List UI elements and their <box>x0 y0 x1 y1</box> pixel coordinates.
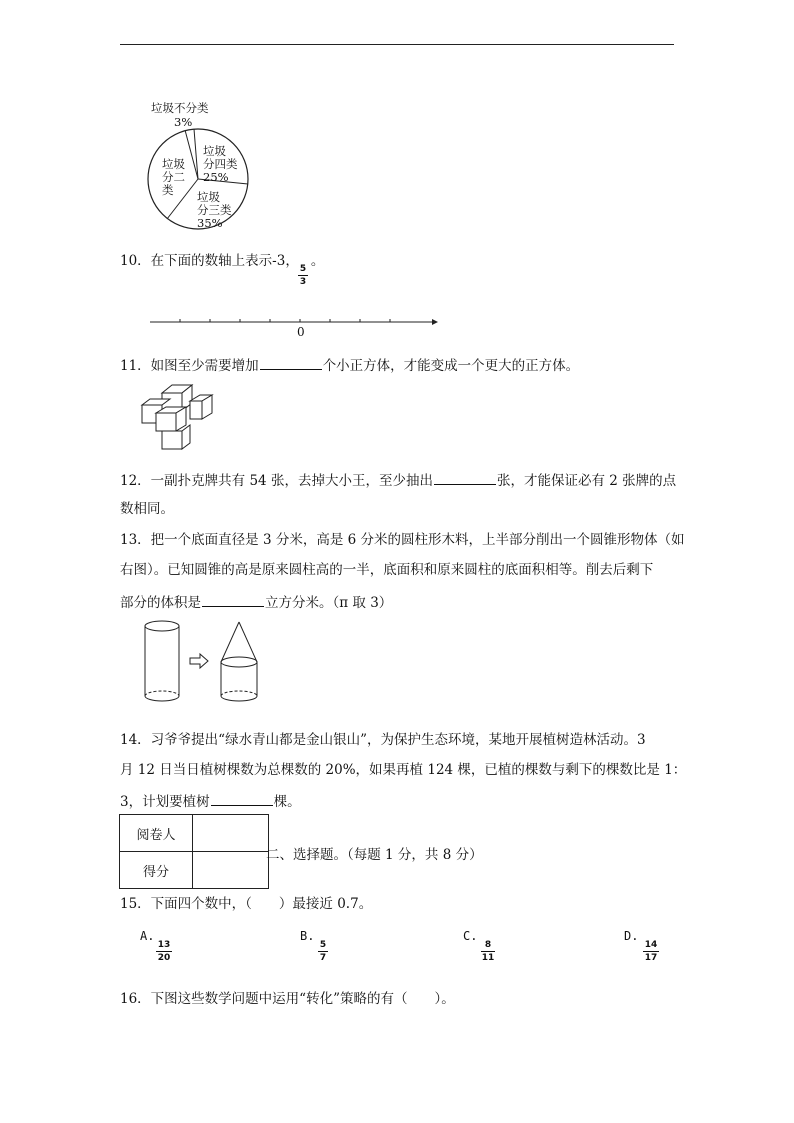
pie-top-value: 3% <box>174 115 193 129</box>
question-14-line2: 月 12 日当日植树棵数为总棵数的 20%，如果再植 124 棵，已植的棵数与剩下的棵数比是 1： <box>120 762 687 778</box>
question-16: 16．下图这些数学问题中运用“转化”策略的有（ ）。 <box>120 991 455 1007</box>
pie-right-bottom-label: 垃圾 分三类 35% <box>197 190 232 230</box>
answer-blank[interactable] <box>434 470 496 485</box>
option-c-fraction: 8 11 <box>481 940 495 963</box>
option-d-fraction: 14 17 <box>644 940 658 963</box>
question-14-line3: 3，计划要植树 棵。 <box>120 791 301 811</box>
answer-blank[interactable] <box>260 355 322 370</box>
option-a-fraction: 13 20 <box>157 940 171 963</box>
question-13: 13．把一个底面直径是 3 分米，高是 6 分米的圆柱形木料，上半部分削出一个圆锥形物体（如 <box>120 532 685 548</box>
score-cell[interactable] <box>193 852 269 889</box>
question-14: 14．习爷爷提出“绿水青山都是金山银山”，为保护生态环境，某地开展植树造林活动。3 <box>120 732 646 748</box>
option-c[interactable]: C. <box>463 929 478 943</box>
answer-blank[interactable] <box>202 592 264 607</box>
cube-figure <box>136 383 216 453</box>
question-13-line3: 部分的体积是 立方分米。（π 取 3） <box>120 592 392 612</box>
option-a[interactable]: A. <box>140 929 155 943</box>
section-2-title: 二、选择题。（每题 1 分，共 8 分） <box>266 847 483 863</box>
question-12: 12．一副扑克牌共有 54 张，去掉大小王，至少抽出 张，才能保证必有 2 张牌的点 <box>120 470 676 490</box>
option-d[interactable]: D. <box>624 929 639 943</box>
answer-blank[interactable] <box>211 791 273 806</box>
q10-fraction: 5 3 <box>299 264 307 287</box>
question-13-line2: 右图）。已知圆锥的高是原来圆柱高的一半，底面积和原来圆柱的底面积相等。削去后剩下 <box>120 562 654 578</box>
score-label: 得分 <box>120 852 193 889</box>
number-line <box>148 314 438 330</box>
question-12-cont: 数相同。 <box>120 501 174 517</box>
reviewer-cell[interactable] <box>193 815 269 852</box>
reviewer-label: 阅卷人 <box>120 815 193 852</box>
question-10: 10．在下面的数轴上表示-3， 。 <box>120 253 325 269</box>
option-b[interactable]: B. <box>300 929 315 943</box>
question-11: 11．如图至少需要增加 个小正方体，才能变成一个更大的正方体。 <box>120 355 579 375</box>
pie-top-label: 垃圾不分类 <box>151 101 209 115</box>
number-line-zero: 0 <box>297 325 305 339</box>
cylinder-cone-figure <box>140 618 280 706</box>
option-b-fraction: 5 7 <box>319 940 327 963</box>
pie-right-top-label: 垃圾 分四类 25% <box>203 144 238 184</box>
pie-left-label: 垃圾 分二 类 <box>162 157 185 197</box>
header-rule <box>120 44 674 45</box>
question-15: 15．下面四个数中，（ ）最接近 0.7。 <box>120 896 373 912</box>
score-table <box>119 814 269 889</box>
